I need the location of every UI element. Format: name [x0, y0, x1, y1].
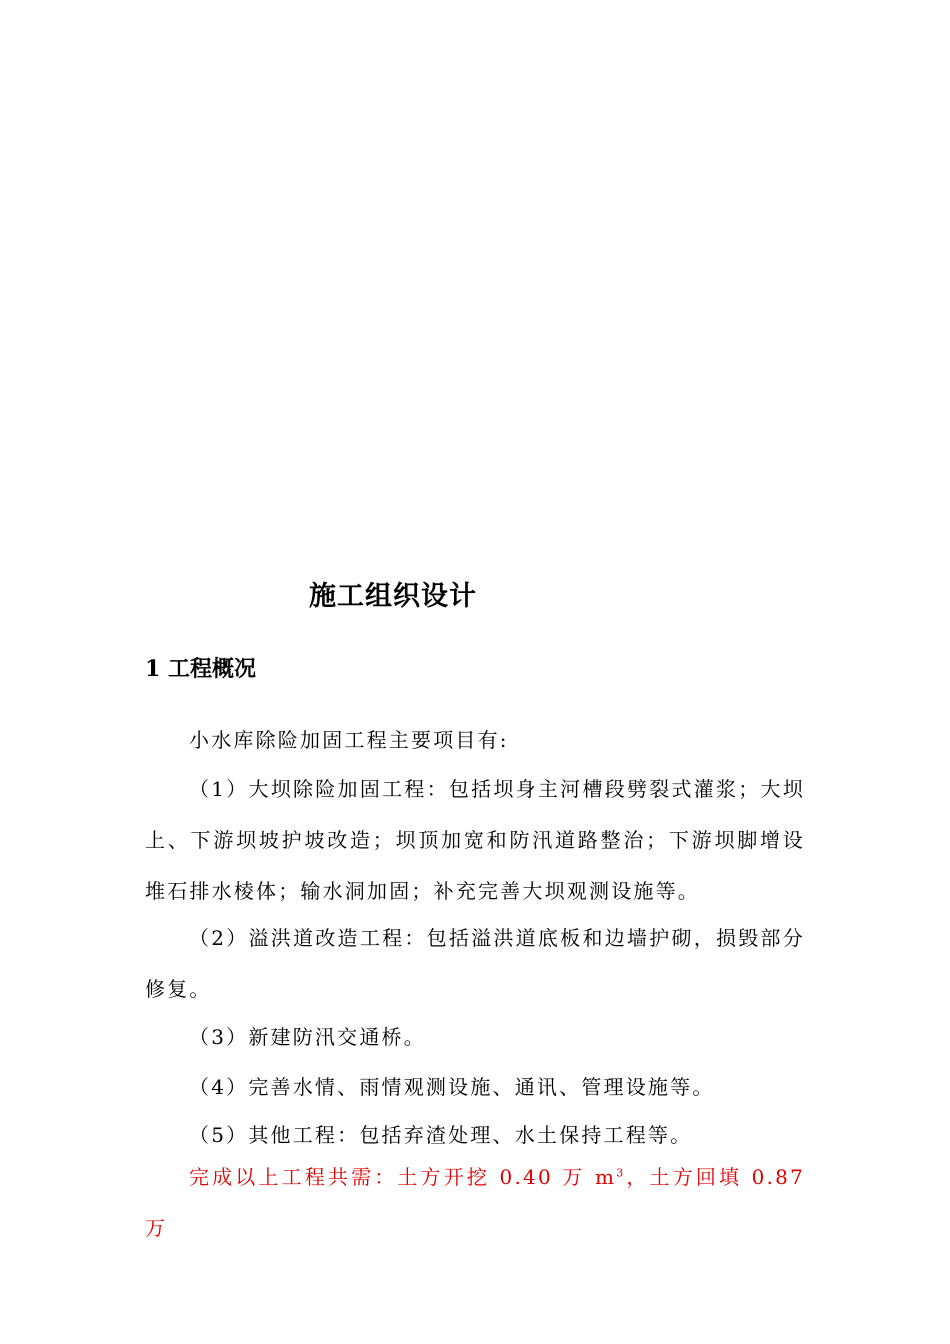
- summary-text-1: 完成以上工程共需：土方开挖 0.40 万 m: [189, 1165, 617, 1189]
- item-paragraph-5: （5）其他工程：包括弃渣处理、水土保持工程等。: [189, 1123, 693, 1147]
- item-paragraph-1: （1）大坝除险加固工程：包括坝身主河槽段劈裂式灌浆；大坝上、下游坝坡护坡改造；坝顶加宽和防汛道路整治；下游坝脚增设堆石排水棱体；输水洞加固；补充完善大坝观测设施等。: [145, 777, 805, 903]
- item-paragraph-4: （4）完善水情、雨情观测设施、通讯、管理设施等。: [189, 1075, 715, 1099]
- page-title: 施工组织设计: [309, 581, 477, 612]
- summary-text-2: ，土方回填 0.87 万: [145, 1165, 806, 1240]
- item-paragraph-2: （2）溢洪道改造工程：包括溢洪道底板和边墙护砌，损毁部分修复。: [145, 926, 805, 1001]
- intro-paragraph: 小水库除险加固工程主要项目有:: [189, 728, 509, 752]
- item-paragraph-3: （3）新建防汛交通桥。: [189, 1025, 426, 1049]
- summary-paragraph: [145, 1152, 805, 1254]
- section-heading: 1 工程概况: [145, 656, 256, 682]
- summary-superscript: 3: [616, 1166, 626, 1180]
